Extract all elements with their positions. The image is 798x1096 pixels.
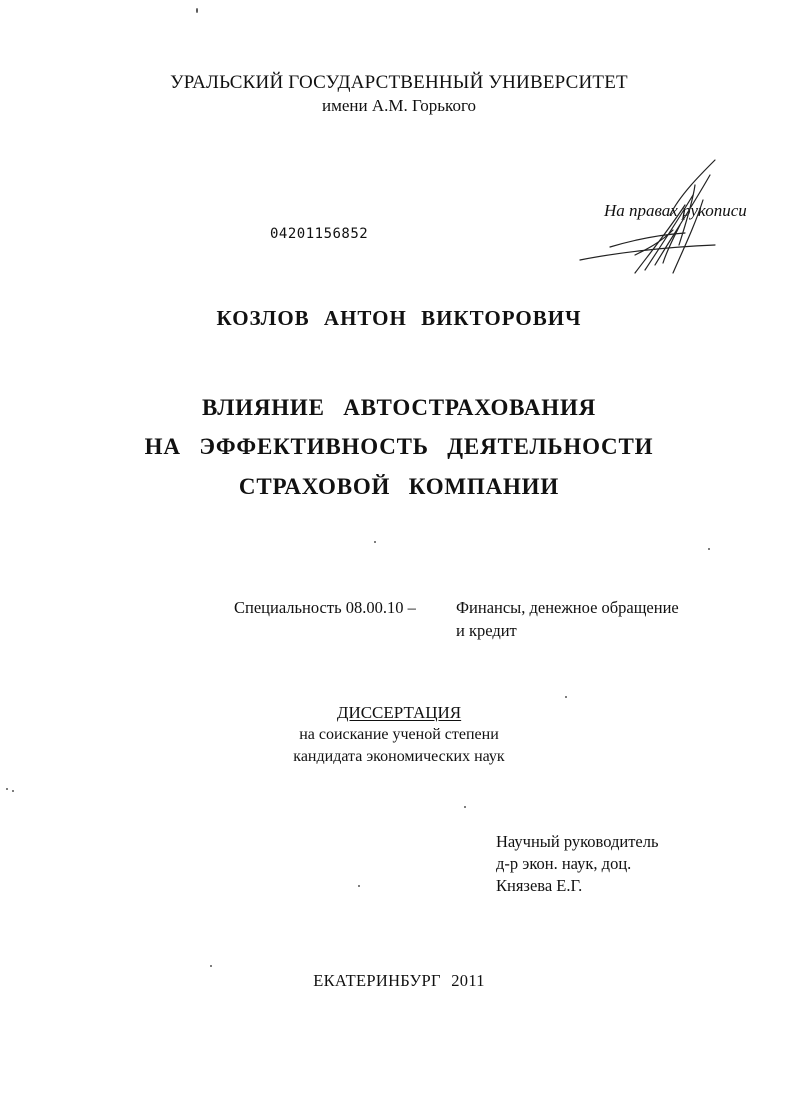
university-subtitle: имени А.М. Горького: [321, 96, 477, 115]
scan-speck: [196, 8, 198, 13]
handwritten-signature: [575, 155, 745, 280]
scan-speck: [464, 806, 466, 808]
thesis-title-line-3: СТРАХОВОЙ КОМПАНИИ: [238, 474, 560, 499]
dissertation-field-line: кандидата экономических наук: [293, 748, 505, 765]
scan-speck: [12, 790, 14, 792]
scan-speck: [358, 885, 360, 887]
manuscript-note: На правах рукописи: [604, 201, 747, 220]
thesis-title-line-2: НА ЭФФЕКТИВНОСТЬ ДЕЯТЕЛЬНОСТИ: [144, 434, 654, 459]
scan-speck: [210, 965, 212, 967]
specialty-label: Специальность 08.00.10 –: [234, 598, 416, 617]
dissertation-heading: ДИССЕРТАЦИЯ: [336, 703, 462, 722]
author-name: КОЗЛОВ АНТОН ВИКТОРОВИЧ: [216, 306, 582, 330]
catalog-code: 04201156852: [270, 226, 369, 242]
scan-speck: [374, 541, 376, 543]
specialty-value-line-2: и кредит: [456, 621, 517, 640]
supervisor-title: Научный руководитель: [496, 832, 659, 851]
scan-speck: [6, 788, 8, 790]
thesis-title-line-1: ВЛИЯНИЕ АВТОСТРАХОВАНИЯ: [201, 395, 597, 420]
scan-speck: [565, 696, 567, 698]
university-name: УРАЛЬСКИЙ ГОСУДАРСТВЕННЫЙ УНИВЕРСИТЕТ: [170, 72, 628, 93]
dissertation-degree-line: на соискание ученой степени: [299, 726, 499, 743]
specialty-value-line-1: Финансы, денежное обращение: [456, 598, 679, 617]
city-year: ЕКАТЕРИНБУРГ 2011: [313, 971, 485, 990]
scan-speck: [708, 548, 710, 550]
supervisor-degree: д-р экон. наук, доц.: [496, 854, 632, 873]
supervisor-name: Князева Е.Г.: [496, 876, 583, 895]
